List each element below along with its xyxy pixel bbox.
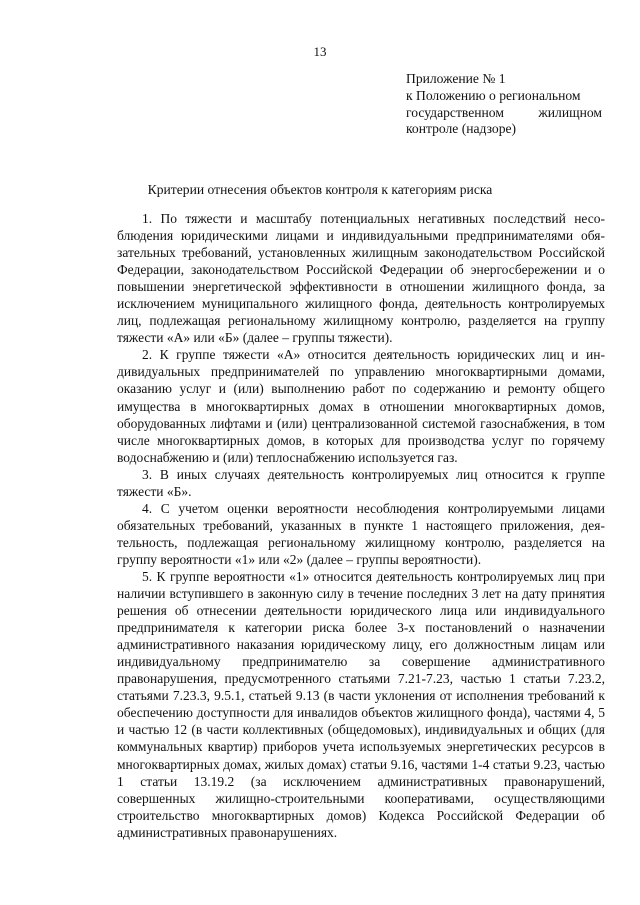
document-body <box>117 210 605 841</box>
appendix-block <box>406 71 602 138</box>
page-number: 13 <box>313 44 327 59</box>
paragraph-5: 5. К группе вероятности «1» относится деятельность контролируемых лиц при наличии вступившего в законную силу в течение последних 3 лет на дату принятия решения об отнесении деятельности юридического лица или индивидуального предпринимателя к категории риска более 3-х постановлений о назначении административного наказания юридическому лицу, его должностным лицам или индивидуальному предпринимателю за совершение административного правонарушения, предусмотренного статьями 7.21-7.23, частью 1 статьи 7.23.2, статьями 7.23.3, 9.5.1, статьей 9.13 (в части уклонения от исполнения требований к обеспечению доступности для инвалидов объектов жилищного фонда), частями 4, 5 и частью 12 (в части коллективных (общедомовых), индивидуальных и общих (для коммунальных квартир) приборов учета используемых энергетических ресурсов в многоквартирных домах, жилых домах) статьи 9.16, частями 1-4 статьи 9.23, частью 1 статьи 13.19.2 (за исключением административных правонарушений, совершенных жилищно-строительными кооперативами, осуществляющими строительство многоквартирных домов) Кодекса Российской Федерации об административных правонарушениях. <box>117 568 605 840</box>
appendix-reference-line: контроле (надзоре) <box>406 121 517 137</box>
paragraph-1: 1. По тяжести и масштабу потенциальных негативных последствий несоблюдения юридическими лицами и индивидуальными предпринимателями обязательных требований, установленных жилищным законодательством Российской Федерации, законодательством Российской Федерации об энергосбережении и о повышении энергетической эффективности в отношении жилищного фонда, за исключением муниципального жилищного фонда, деятельность контролируемых лиц, подлежащая региональному жилищному контролю, разделяется на группу тяжести «А» или «Б» (далее – группы тяжести). <box>117 211 605 346</box>
appendix-reference-line: государственном жилищном <box>406 104 602 120</box>
appendix-title: Приложение № 1 <box>406 71 506 86</box>
appendix-reference-line: к Положению о региональном <box>406 87 581 103</box>
document-title: Критерии отнесения объектов контроля к категориям риска <box>147 182 493 197</box>
paragraph-2: 2. К группе тяжести «А» относится деятельность юридических лиц и индивидуальных предпринимателей по управлению многоквартирными домами, оказанию услуг и (или) выполнению работ по содержанию и ремонту общего имущества в многоквартирных домах в отношении многоквартирных домов, оборудованных лифтами и (или) централизованной системой газоснабжения, в том числе многоквартирных домов, в которых для производства услуг по горячему водоснабжению и (или) теплоснабжению используется газ. <box>117 347 605 465</box>
paragraph-4: 4. С учетом оценки вероятности несоблюдения контролируемыми лицами обязательных требований, указанных в пункте 1 настоящего приложения, деятельность, подлежащая региональному жилищному контролю, разделяется на группу вероятности «1» или «2» (далее – группы вероятности). <box>117 500 605 567</box>
paragraph-3: 3. В иных случаях деятельность контролируемых лиц относится к группе тяжести «Б». <box>117 466 605 499</box>
